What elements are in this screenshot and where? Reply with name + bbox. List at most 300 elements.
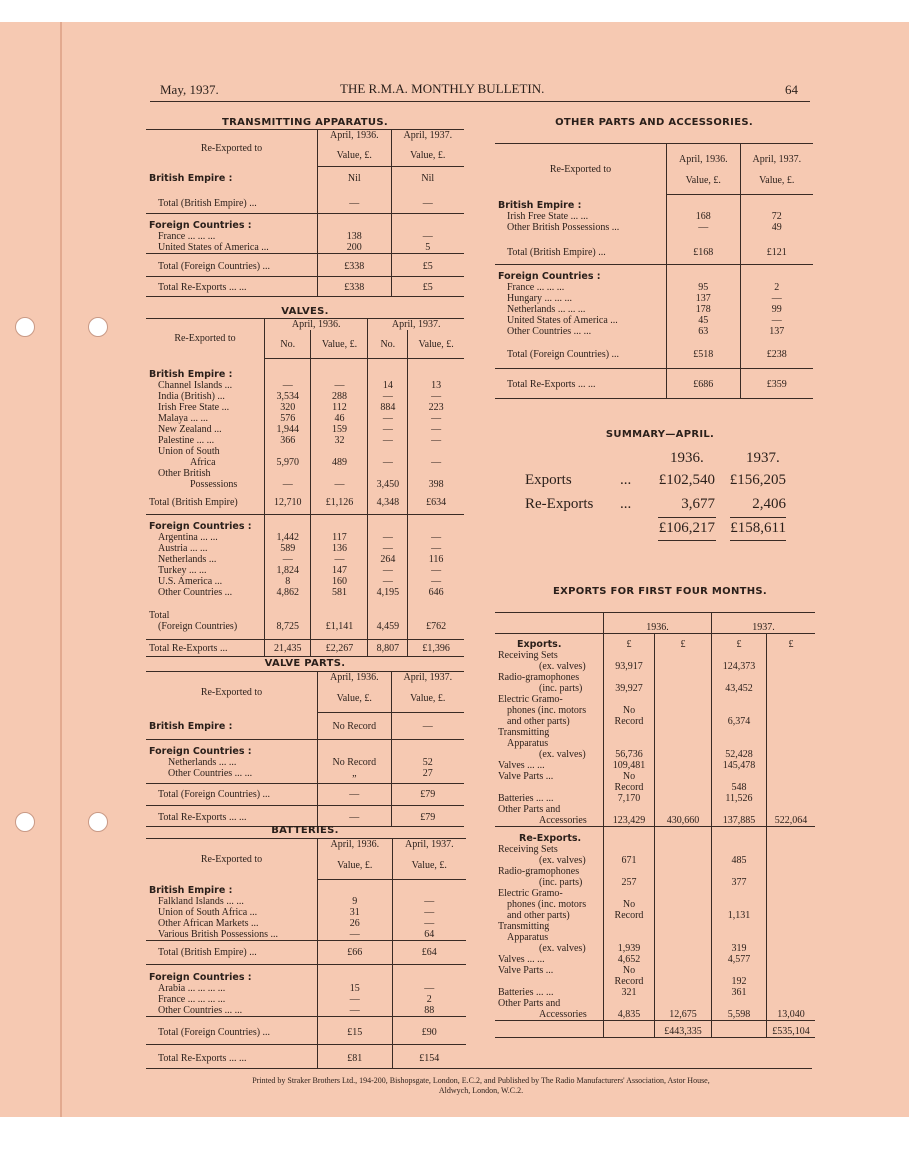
cell bbox=[767, 705, 816, 716]
header-title: THE R.M.A. MONTHLY BULLETIN. bbox=[340, 81, 545, 96]
cell bbox=[767, 954, 816, 965]
table-row bbox=[146, 576, 464, 587]
cell: £66 bbox=[318, 940, 393, 964]
cell bbox=[604, 672, 655, 683]
cell: 4,459 bbox=[368, 621, 408, 640]
cell: — bbox=[318, 1005, 393, 1017]
cell bbox=[767, 910, 816, 921]
total-row-label: Total (Foreign Countries) ... bbox=[146, 1016, 318, 1044]
cell: — bbox=[368, 532, 408, 543]
table-row bbox=[495, 888, 815, 899]
col-header: £ bbox=[712, 634, 767, 651]
cell: 5,970 bbox=[265, 457, 311, 468]
table-row bbox=[495, 877, 815, 888]
table-row bbox=[146, 918, 466, 929]
cell bbox=[655, 932, 712, 943]
row-label: Netherlands ... ... ... bbox=[507, 303, 586, 315]
cell: 72 bbox=[740, 211, 813, 222]
cell: — bbox=[408, 532, 464, 543]
cell bbox=[655, 943, 712, 954]
cell: 109,481 bbox=[604, 760, 655, 771]
cell bbox=[767, 804, 816, 815]
summary-reexports-1937: 2,406 bbox=[752, 496, 786, 512]
cell bbox=[655, 705, 712, 716]
table-row bbox=[495, 650, 815, 661]
punch-hole bbox=[15, 812, 35, 832]
cell bbox=[712, 694, 767, 705]
row-label: Union of South Africa ... bbox=[158, 906, 258, 918]
cell bbox=[311, 468, 368, 479]
cell: 4,577 bbox=[712, 954, 767, 965]
table-row bbox=[495, 866, 815, 877]
row-label: phones (inc. motors bbox=[507, 705, 587, 716]
summary-exports-1936: £102,540 bbox=[658, 472, 715, 488]
cell: No Record bbox=[318, 713, 392, 740]
cell: 136 bbox=[311, 543, 368, 554]
cell bbox=[311, 446, 368, 457]
cell bbox=[655, 998, 712, 1009]
table-row bbox=[495, 998, 815, 1009]
group-heading: Foreign Countries : bbox=[149, 745, 252, 757]
cell bbox=[712, 899, 767, 910]
table-row bbox=[146, 446, 464, 457]
four-months-title: EXPORTS FOR FIRST FOUR MONTHS. bbox=[552, 586, 768, 597]
total-row-label: Total (Foreign Countries) ... bbox=[146, 254, 318, 277]
valves-british-rows bbox=[146, 380, 464, 490]
cell: 117 bbox=[311, 532, 368, 543]
cell: 3,534 bbox=[265, 391, 311, 402]
punch-hole bbox=[15, 317, 35, 337]
cell: 223 bbox=[408, 402, 464, 413]
four-months-export-rows bbox=[495, 650, 815, 827]
table-row bbox=[495, 815, 815, 827]
table-row bbox=[146, 543, 464, 554]
cell bbox=[767, 943, 816, 954]
cell: — bbox=[408, 391, 464, 402]
cell: 398 bbox=[408, 479, 464, 490]
col-header: April, 1937. bbox=[392, 839, 466, 851]
row-label: Transmitting bbox=[498, 921, 550, 932]
total-row-label: Total Re-Exports ... ... bbox=[146, 1044, 318, 1068]
cell bbox=[604, 844, 655, 855]
batteries-foreign-rows bbox=[146, 983, 466, 1017]
cell bbox=[655, 899, 712, 910]
table-row bbox=[146, 994, 466, 1005]
cell: — bbox=[408, 457, 464, 468]
cell: 137,885 bbox=[712, 815, 767, 827]
total-row-label: Total Re-Exports ... ... bbox=[146, 277, 318, 297]
row-label: France ... ... ... bbox=[507, 281, 565, 293]
cell bbox=[712, 965, 767, 976]
table-row bbox=[495, 921, 815, 932]
cell: — bbox=[265, 479, 311, 490]
cell bbox=[655, 771, 712, 782]
header-page-number: 64 bbox=[785, 82, 798, 97]
cell bbox=[655, 683, 712, 694]
cell bbox=[767, 976, 816, 987]
cell bbox=[604, 932, 655, 943]
row-label: Other African Markets ... bbox=[158, 917, 259, 929]
cell bbox=[655, 910, 712, 921]
total-row-label: Total Re-Exports ... ... bbox=[495, 368, 667, 398]
cell: 12,675 bbox=[655, 1009, 712, 1021]
footer-rule bbox=[150, 1068, 812, 1069]
cell: £5 bbox=[391, 254, 464, 277]
cell: — bbox=[408, 576, 464, 587]
cell bbox=[712, 888, 767, 899]
cell: — bbox=[318, 994, 393, 1005]
cell: 671 bbox=[604, 855, 655, 866]
cell: — bbox=[368, 543, 408, 554]
cell: 11,526 bbox=[712, 793, 767, 804]
group-heading: British Empire : bbox=[146, 713, 318, 740]
group-heading: British Empire : bbox=[149, 884, 233, 896]
col-header: Re-Exported to bbox=[146, 319, 265, 359]
cell: £535,104 bbox=[767, 1021, 816, 1038]
row-label: (ex. valves) bbox=[539, 661, 586, 672]
table-row bbox=[495, 943, 815, 954]
col-header: Value, £. bbox=[318, 141, 392, 167]
valve-parts-title: VALVE PARTS. bbox=[264, 658, 346, 669]
col-header: April, 1936. bbox=[318, 672, 392, 684]
cell: 116 bbox=[408, 554, 464, 565]
row-label: Malaya ... ... bbox=[158, 412, 208, 424]
cell bbox=[767, 672, 816, 683]
col-header: Re-Exported to bbox=[146, 839, 318, 880]
row-label: Other Countries ... ... bbox=[158, 1004, 243, 1016]
row-label: Union of South bbox=[158, 445, 220, 457]
col-header: No. bbox=[368, 330, 408, 359]
cell: 145,478 bbox=[712, 760, 767, 771]
table-row bbox=[495, 293, 813, 304]
row-label: Electric Gramo- bbox=[498, 888, 563, 899]
cell bbox=[655, 804, 712, 815]
col-header: 1936. bbox=[604, 613, 712, 634]
cell: — bbox=[368, 565, 408, 576]
four-months-table bbox=[495, 612, 815, 1038]
cell: 548 bbox=[712, 782, 767, 793]
col-header: April, 1936. bbox=[318, 839, 393, 851]
cell: — bbox=[391, 713, 464, 740]
cell: 45 bbox=[667, 315, 741, 326]
col-header: Value, £. bbox=[391, 683, 464, 713]
cell bbox=[712, 705, 767, 716]
summary-reexports-label: Re-Exports bbox=[525, 496, 594, 512]
cell: 21,435 bbox=[265, 639, 311, 656]
cell bbox=[767, 877, 816, 888]
col-header: Value, £. bbox=[740, 165, 813, 195]
cell bbox=[712, 650, 767, 661]
col-header: Re-Exported to bbox=[146, 130, 318, 167]
cell: — bbox=[392, 896, 466, 907]
row-label: Other Parts and bbox=[498, 998, 561, 1009]
cell bbox=[655, 855, 712, 866]
other-parts-foreign-rows bbox=[495, 282, 813, 337]
cell: — bbox=[740, 293, 813, 304]
cell: £2,267 bbox=[311, 639, 368, 656]
cell bbox=[767, 899, 816, 910]
col-header: April, 1936. bbox=[265, 319, 368, 331]
total-row-label: Total (British Empire) ... bbox=[146, 184, 318, 214]
cell: 64 bbox=[392, 929, 466, 941]
cell: £64 bbox=[392, 940, 466, 964]
cell: 8,807 bbox=[368, 639, 408, 656]
cell: 63 bbox=[667, 326, 741, 337]
cell: Nil bbox=[318, 167, 392, 185]
valves-table bbox=[146, 318, 464, 657]
cell: 646 bbox=[408, 587, 464, 598]
row-label: Africa bbox=[190, 456, 216, 468]
cell bbox=[767, 793, 816, 804]
row-label: Netherlands ... bbox=[158, 553, 217, 565]
cell: No bbox=[604, 965, 655, 976]
cell: 9 bbox=[318, 896, 393, 907]
table-row bbox=[495, 727, 815, 738]
cell: No Record bbox=[318, 757, 392, 768]
cell: 4,652 bbox=[604, 954, 655, 965]
summary-rule bbox=[730, 517, 786, 518]
cell: — bbox=[408, 435, 464, 446]
row-label: Various British Possessions ... bbox=[158, 928, 279, 940]
cell: 5 bbox=[391, 242, 464, 254]
cell: Record bbox=[604, 782, 655, 793]
cell: 49 bbox=[740, 222, 813, 233]
cell: 147 bbox=[311, 565, 368, 576]
col-header: Value, £. bbox=[318, 683, 392, 713]
cell: 4,835 bbox=[604, 1009, 655, 1021]
valves-title: VALVES. bbox=[281, 306, 329, 317]
cell bbox=[712, 738, 767, 749]
row-label: Valve Parts ... bbox=[498, 771, 554, 782]
table-row bbox=[146, 929, 466, 941]
cell: — bbox=[311, 380, 368, 391]
col-header: Value, £. bbox=[392, 850, 466, 880]
row-label: Apparatus bbox=[507, 738, 549, 749]
row-label: Argentina ... ... bbox=[158, 531, 218, 543]
cell: — bbox=[667, 222, 741, 233]
col-header: Value, £. bbox=[408, 330, 464, 359]
row-label: Other Countries ... ... bbox=[168, 767, 253, 779]
cell: 319 bbox=[712, 943, 767, 954]
table-row bbox=[146, 413, 464, 424]
transmitting-table bbox=[146, 129, 464, 297]
row-label: France ... ... ... ... bbox=[158, 993, 226, 1005]
row-label: Other Parts and bbox=[498, 804, 561, 815]
footer-imprint-line2: Aldwych, London, W.C.2. bbox=[438, 1086, 524, 1095]
batteries-british-rows bbox=[146, 896, 466, 941]
cell: 5,598 bbox=[712, 1009, 767, 1021]
cell: 1,824 bbox=[265, 565, 311, 576]
cell: — bbox=[368, 435, 408, 446]
cell: £81 bbox=[318, 1044, 393, 1068]
cell: 1,944 bbox=[265, 424, 311, 435]
valves-foreign-rows bbox=[146, 532, 464, 598]
table-row bbox=[146, 1005, 466, 1017]
total-row-label: Total bbox=[149, 609, 170, 621]
cell: 264 bbox=[368, 554, 408, 565]
cell: £121 bbox=[740, 233, 813, 265]
cell: 138 bbox=[318, 231, 392, 242]
cell: Nil bbox=[391, 167, 464, 185]
cell: 31 bbox=[318, 907, 393, 918]
summary-reexports-1936: 3,677 bbox=[681, 496, 715, 512]
table-row bbox=[495, 315, 813, 326]
row-label: Radio-gramophones bbox=[498, 866, 580, 877]
cell: 4,195 bbox=[368, 587, 408, 598]
cell bbox=[655, 694, 712, 705]
group-heading: British Empire : bbox=[149, 172, 233, 184]
group-heading: British Empire : bbox=[498, 199, 582, 211]
cell: 8 bbox=[265, 576, 311, 587]
cell bbox=[604, 804, 655, 815]
group-heading: Foreign Countries : bbox=[149, 220, 252, 231]
cell: 93,917 bbox=[604, 661, 655, 672]
cell: £90 bbox=[392, 1016, 466, 1044]
table-row bbox=[495, 782, 815, 793]
table-row bbox=[495, 705, 815, 716]
cell bbox=[655, 727, 712, 738]
table-row bbox=[495, 804, 815, 815]
row-label: and other parts) bbox=[507, 910, 570, 921]
cell bbox=[368, 468, 408, 479]
cell: 2 bbox=[392, 994, 466, 1005]
table-row bbox=[146, 587, 464, 598]
summary-total-1937: £158,611 bbox=[730, 520, 786, 536]
cell bbox=[767, 987, 816, 998]
group-heading: Exports. bbox=[517, 639, 562, 650]
row-label: Arabia ... ... ... ... bbox=[158, 982, 226, 994]
footer-imprint-line1: Printed by Straker Brothers Ltd., 194-200, Bishopsgate, London, E.C.2, and Published by The Radio Manufacturers' Association, Astor House, bbox=[252, 1076, 710, 1085]
table-row bbox=[495, 771, 815, 782]
cell: 27 bbox=[391, 768, 464, 784]
row-label: (inc. parts) bbox=[539, 683, 583, 694]
cell: 137 bbox=[667, 293, 741, 304]
cell: 3,450 bbox=[368, 479, 408, 490]
table-row bbox=[495, 760, 815, 771]
table-row bbox=[495, 855, 815, 866]
cell: 4,348 bbox=[368, 490, 408, 515]
cell: 257 bbox=[604, 877, 655, 888]
row-label: Electric Gramo- bbox=[498, 694, 563, 705]
cell: — bbox=[368, 391, 408, 402]
cell bbox=[655, 793, 712, 804]
table-row bbox=[495, 661, 815, 672]
table-row bbox=[495, 932, 815, 943]
cell: £443,335 bbox=[655, 1021, 712, 1038]
table-row bbox=[495, 304, 813, 315]
total-row-label: Total (British Empire) ... bbox=[495, 233, 667, 265]
cell: 576 bbox=[265, 413, 311, 424]
table-row bbox=[495, 793, 815, 804]
cell: 112 bbox=[311, 402, 368, 413]
cell bbox=[767, 716, 816, 727]
group-heading: Foreign Countries : bbox=[498, 270, 601, 282]
row-label: phones (inc. motors bbox=[507, 899, 587, 910]
cell: 32 bbox=[311, 435, 368, 446]
cell: 4,862 bbox=[265, 587, 311, 598]
cell: — bbox=[392, 907, 466, 918]
cell: — bbox=[392, 983, 466, 994]
row-label: Irish Free State ... bbox=[158, 401, 230, 413]
cell bbox=[604, 738, 655, 749]
col-header: April, 1937. bbox=[740, 144, 813, 166]
table-row bbox=[495, 738, 815, 749]
row-label: Valves ... ... bbox=[498, 760, 545, 771]
table-row bbox=[146, 479, 464, 490]
other-parts-table bbox=[495, 143, 813, 399]
cell: £79 bbox=[391, 783, 464, 805]
row-label: France ... ... ... bbox=[158, 231, 216, 242]
cell bbox=[655, 650, 712, 661]
cell bbox=[767, 661, 816, 672]
cell: 1,442 bbox=[265, 532, 311, 543]
cell: 361 bbox=[712, 987, 767, 998]
summary-title: SUMMARY—APRIL. bbox=[605, 429, 715, 440]
cell: 7,170 bbox=[604, 793, 655, 804]
row-label: Transmitting bbox=[498, 727, 550, 738]
row-label: Batteries ... ... bbox=[498, 793, 554, 804]
cell: — bbox=[368, 576, 408, 587]
group-heading: Foreign Countries : bbox=[149, 971, 252, 983]
cell bbox=[655, 760, 712, 771]
cell: 522,064 bbox=[767, 815, 816, 827]
col-header: April, 1936. bbox=[318, 130, 392, 142]
cell: No bbox=[604, 705, 655, 716]
table-row bbox=[495, 1009, 815, 1021]
col-header: April, 1936. bbox=[667, 144, 741, 166]
valve-parts-table bbox=[146, 671, 464, 827]
cell bbox=[655, 888, 712, 899]
cell: — bbox=[740, 315, 813, 326]
cell: £338 bbox=[318, 277, 392, 297]
row-label: (inc. parts) bbox=[539, 877, 583, 888]
col-header: £ bbox=[655, 634, 712, 651]
table-row bbox=[495, 749, 815, 760]
row-label: Hungary ... ... ... bbox=[507, 292, 572, 304]
col-header: Re-Exported to bbox=[146, 672, 318, 713]
cell bbox=[604, 866, 655, 877]
cell bbox=[712, 672, 767, 683]
row-label: Other British bbox=[158, 467, 211, 479]
row-label: Accessories bbox=[539, 815, 587, 826]
cell: 377 bbox=[712, 877, 767, 888]
cell: £79 bbox=[391, 805, 464, 826]
summary-dots: ... bbox=[620, 496, 632, 512]
col-header: Value, £. bbox=[667, 165, 741, 195]
cell: Record bbox=[604, 976, 655, 987]
cell: £238 bbox=[740, 337, 813, 369]
cell bbox=[712, 727, 767, 738]
row-label: Channel Islands ... bbox=[158, 379, 233, 391]
cell: 56,736 bbox=[604, 749, 655, 760]
cell bbox=[767, 921, 816, 932]
cell: — bbox=[318, 783, 392, 805]
table-row bbox=[146, 907, 466, 918]
row-label: Other Countries ... ... bbox=[507, 325, 592, 337]
table-row bbox=[146, 424, 464, 435]
total-row-label: (Foreign Countries) bbox=[146, 621, 265, 640]
cell: — bbox=[318, 805, 392, 826]
summary-year-1937: 1937. bbox=[746, 450, 780, 466]
cell: 13,040 bbox=[767, 1009, 816, 1021]
cell bbox=[265, 468, 311, 479]
cell bbox=[712, 866, 767, 877]
row-label: Other Countries ... bbox=[158, 586, 233, 598]
table-row bbox=[495, 954, 815, 965]
cell: 1,939 bbox=[604, 943, 655, 954]
group-heading: Foreign Countries : bbox=[149, 520, 252, 532]
row-label: U.S. America ... bbox=[158, 575, 223, 587]
